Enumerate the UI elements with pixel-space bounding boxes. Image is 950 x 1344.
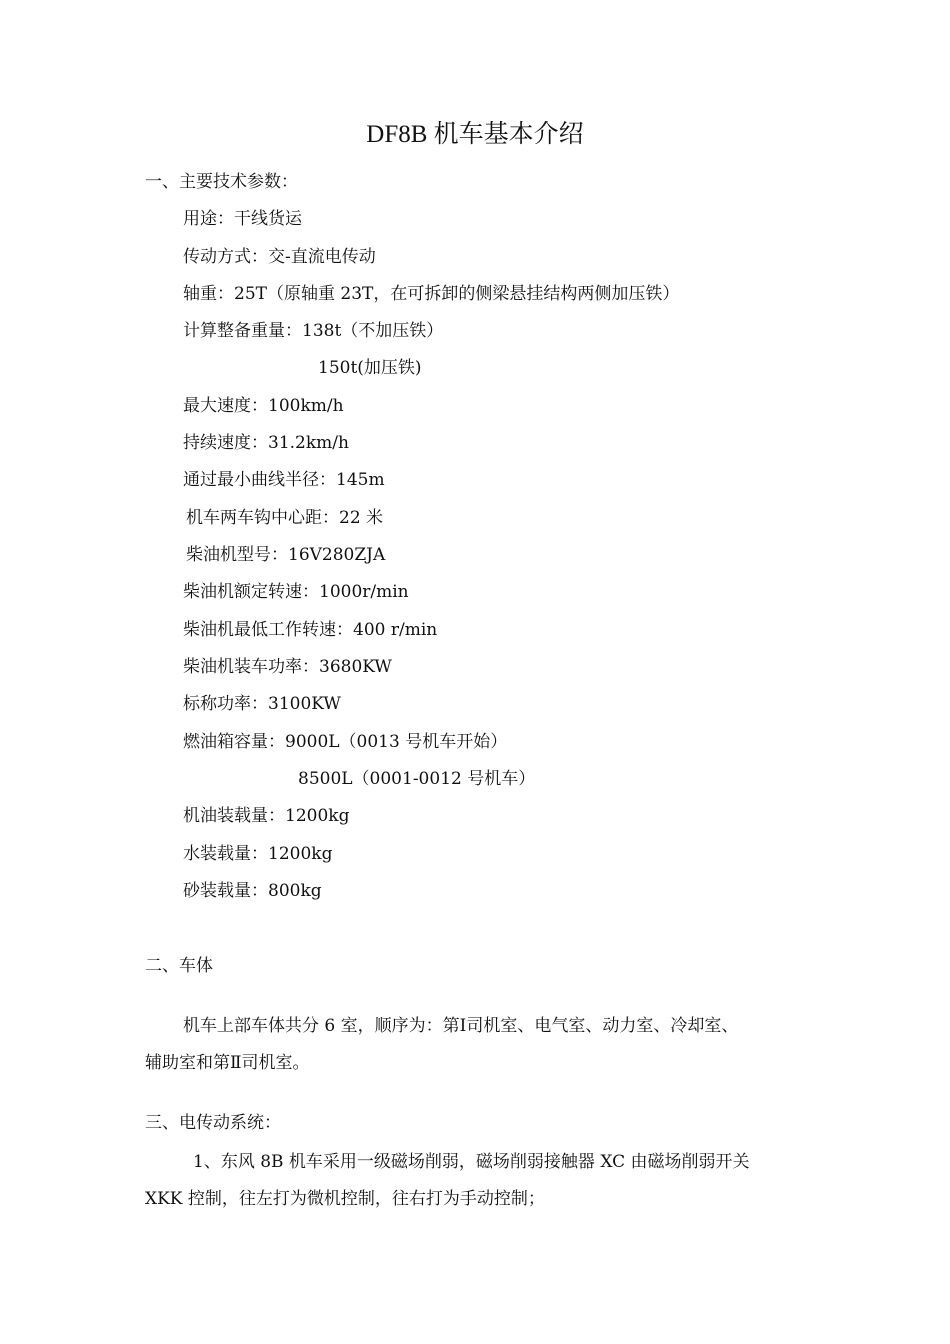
- param-engine-min-speed: 柴油机最低工作转速：400 r/min: [183, 620, 438, 640]
- param-axle-load: 轴重：25T（原轴重 23T，在可拆卸的侧梁悬挂结构两侧加压铁）: [183, 284, 680, 304]
- param-continuous-speed: 持续速度：31.2km/h: [183, 433, 349, 453]
- param-min-curve-radius: 通过最小曲线半径：145m: [183, 470, 385, 490]
- param-engine-rated-speed: 柴油机额定转速：1000r/min: [183, 582, 409, 602]
- param-installed-power: 柴油机装车功率：3680KW: [183, 657, 392, 677]
- param-fuel-capacity: 燃油箱容量：9000L（0013 号机车开始）: [183, 732, 508, 752]
- electric-item-1-line-1: 1、东风 8B 机车采用一级磁场削弱，磁场削弱接触器 XC 由磁场削弱开关: [193, 1152, 750, 1172]
- section-heading-parameters: 一、主要技术参数：: [145, 172, 298, 192]
- param-water-load: 水装载量：1200kg: [183, 844, 333, 864]
- param-engine-model: 柴油机型号：16V280ZJA: [186, 545, 386, 565]
- param-sand-load: 砂装载量：800kg: [183, 881, 322, 901]
- section-heading-electric-transmission: 三、电传动系统：: [145, 1113, 281, 1133]
- param-service-weight-alt: 150t(加压铁): [318, 358, 422, 378]
- param-usage: 用途：干线货运: [183, 209, 302, 229]
- param-oil-load: 机油装载量：1200kg: [183, 806, 350, 826]
- document-title: DF8B 机车基本介绍: [366, 121, 584, 148]
- electric-item-1-line-2: XKK 控制，往左打为微机控制，往右打为手动控制；: [145, 1189, 545, 1209]
- param-transmission: 传动方式：交-直流电传动: [183, 247, 376, 267]
- param-max-speed: 最大速度：100km/h: [183, 396, 344, 416]
- body-paragraph-line-2: 辅助室和第Ⅱ司机室。: [145, 1053, 310, 1073]
- section-heading-body: 二、车体: [145, 956, 213, 976]
- param-fuel-capacity-alt: 8500L（0001-0012 号机车）: [298, 769, 536, 789]
- body-paragraph-line-1: 机车上部车体共分 6 室，顺序为：第Ⅰ司机室、电气室、动力室、冷却室、: [183, 1016, 739, 1036]
- param-nominal-power: 标称功率：3100KW: [183, 694, 341, 714]
- param-coupler-distance: 机车两车钩中心距：22 米: [186, 508, 384, 528]
- param-service-weight: 计算整备重量：138t（不加压铁）: [183, 321, 444, 341]
